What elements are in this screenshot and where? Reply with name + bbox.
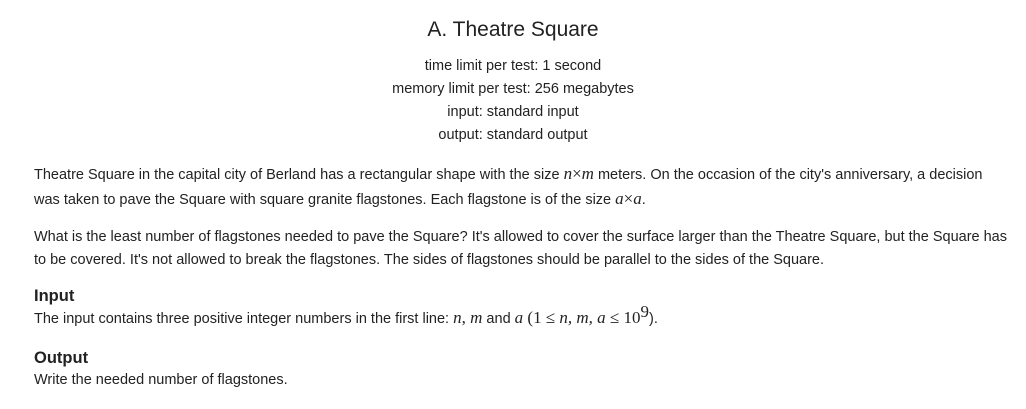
math-times: × (572, 164, 582, 183)
statement-paragraph-1 (34, 162, 1008, 212)
problem-limits (0, 55, 1026, 147)
input-text: The input contains three positive integer numbers in the first line: (34, 311, 454, 327)
output-section-title: Output (34, 349, 89, 367)
statement-text: meters. On the occasion of the city's anniversary, a decision was taken to pave the Square with square granite flagstones. Each flagstone is of the size (34, 167, 983, 208)
input-text: and (482, 311, 515, 327)
math-m: m (470, 308, 483, 327)
memory-limit: memory limit per test: 256 megabytes (392, 81, 634, 97)
statement-text: Theatre Square in the capital city of Berland has a rectangular shape with the size (34, 167, 564, 183)
math-m: m (581, 164, 594, 183)
problem-title: A. Theatre Square (427, 18, 599, 41)
time-limit: time limit per test: 1 second (424, 58, 602, 74)
input-section-title: Input (34, 287, 75, 305)
math-a: a (633, 189, 642, 208)
statement-text: . (641, 192, 646, 208)
problem-header (0, 0, 1026, 147)
output-section (34, 347, 1008, 391)
output-spec: output: standard output (438, 127, 588, 143)
math-times: × (623, 189, 634, 208)
input-spec: input: standard input (447, 104, 579, 120)
statement-paragraph-2: What is the least number of flagstones needed to pave the Square? It's allowed to cover the surface larger than the Theatre Square, but the Square has to be covered. It's not allowed to break the flagstones. The sides of flagstones should be parallel to the sides of the Square. (34, 229, 1007, 268)
math-a: a (615, 189, 624, 208)
math-n: n (563, 164, 573, 183)
output-section-body: Write the needed number of flagstones. (34, 372, 288, 388)
math-exponent: 9 (640, 302, 650, 322)
math-constraint-open: (1 ≤ (523, 308, 560, 327)
math-n: n (453, 308, 462, 327)
math-comma: , (461, 308, 471, 327)
input-section-body (34, 302, 1008, 330)
math-a: a (514, 308, 524, 327)
math-constraint-close: ). (649, 311, 658, 327)
math-constraint-le: ≤ 10 (605, 308, 641, 327)
input-section (34, 285, 1008, 330)
math-vars: n, m, a (559, 308, 606, 327)
